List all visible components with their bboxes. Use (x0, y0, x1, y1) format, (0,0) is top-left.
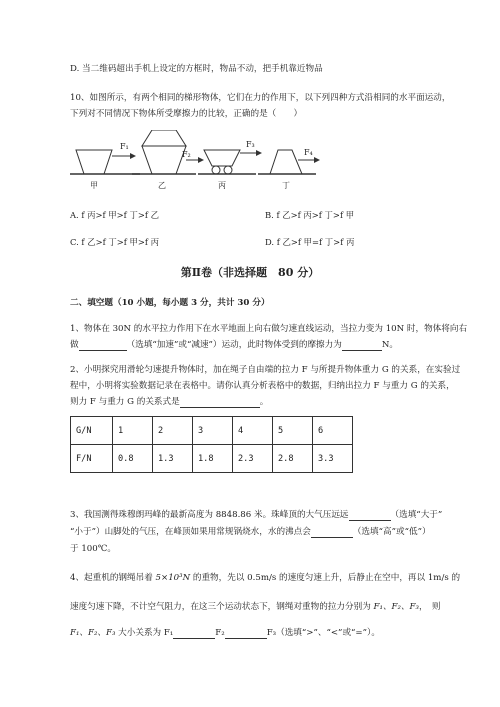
q2-line3 (70, 396, 268, 408)
trapezoid-bing (204, 150, 240, 166)
table-cell: 2 (153, 417, 193, 445)
force-label-f3: F₃ (246, 140, 255, 149)
trapezoid-ding (270, 150, 302, 174)
q2-data-table (70, 416, 353, 473)
q4-line3-c: F₃（选填“>”、“<”或“=”）。 (266, 628, 380, 638)
q1-line2 (70, 339, 398, 351)
q2-line3-text: 则力 F 与重力 G 的关系式是 (70, 397, 180, 407)
table-cell: 1.8 (193, 445, 233, 473)
figure-label-yi: 乙 (158, 181, 166, 190)
table-row (71, 445, 353, 473)
q3-line1-b: （选填“大于” (390, 510, 443, 520)
q10-stem-line2: 下列对不同情况下物体所受摩擦力的比较，正确的是（ ） (70, 109, 303, 119)
q10-stem-line1: 10、如图所示，有两个相同的梯形物体，它们在力的作用下，以下列四种方式沿相同的水平面运动， (70, 93, 451, 103)
q3-line1 (70, 509, 442, 521)
table-header-f: F/N (71, 445, 113, 473)
q3-line3: 于 100℃。 (70, 544, 116, 554)
q4-mass: 5×10³N (155, 573, 191, 583)
table-cell: 2.8 (273, 445, 313, 473)
table-cell: 1 (113, 417, 153, 445)
table-cell: 4 (233, 417, 273, 445)
q9-option-d: D. 当二维码超出手机上设定的方框时，物品不动，把手机靠近物品 (70, 64, 323, 74)
trapezoid-yi-top (142, 130, 186, 146)
figure-label-bing: 丙 (218, 181, 226, 190)
table-header-g: G/N (71, 417, 113, 445)
q4-blank-2[interactable] (225, 629, 267, 639)
table-cell: 2.3 (233, 445, 273, 473)
trapezoid-yi-bottom (142, 146, 186, 174)
section2-heading: 二、填空题（10 小题，每小题 3 分，共计 30 分） (70, 298, 270, 308)
q3-line2-b: （选填“高”或“低”） (352, 527, 431, 537)
q4-line3-b: F₂ (215, 628, 225, 638)
q10-option-b: B. f 乙>f 丙>f 丁>f 甲 (265, 210, 355, 220)
q10-option-d: D. f 乙>f 甲=f 丁>f 丙 (265, 237, 355, 247)
q4-line1-a: 4、起重机的钢绳吊着 (70, 573, 153, 583)
table-cell: 3.3 (313, 445, 353, 473)
q1-line2-c: N。 (381, 340, 398, 350)
q4-line3 (70, 627, 380, 639)
q2-line3-end: 。 (259, 397, 269, 407)
figure-label-ding: 丁 (282, 181, 290, 190)
q10-option-c: C. f 乙>f 丁>f 甲>f 丙 (70, 237, 160, 247)
q1-line1: 1、物体在 30N 的水平拉力作用下在水平地面上向右做匀速直线运动，当拉力变为 10N 时，物体将向右 (70, 324, 468, 334)
table-cell: 0.8 (113, 445, 153, 473)
q4-line1 (70, 572, 460, 584)
force-label-f1: F₁ (120, 142, 129, 151)
q3-blank-1[interactable] (349, 511, 391, 521)
q2-line1: 2、小明探究用滑轮匀速提升物体时，加在绳子自由端的拉力 F 与所提升物体重力 G 的关系，在实验过 (70, 365, 461, 375)
q4-line2-a: 速度匀速下降，不计空气阻力，在这三个运动状态下，钢绳对重物的拉力分别为 (70, 602, 371, 612)
q1-blank-1[interactable] (79, 341, 127, 351)
table-cell: 5 (273, 417, 313, 445)
q4-line3-forces: F₁、F₂、F₃ (70, 628, 116, 638)
q3-blank-2[interactable] (311, 528, 353, 538)
q4-blank-1[interactable] (173, 629, 215, 639)
force-label-f2: F₂ (182, 150, 191, 159)
table-cell: 6 (313, 417, 353, 445)
force-label-f4: F₄ (304, 148, 313, 157)
table-cell: 1.3 (153, 445, 193, 473)
table-row (71, 417, 353, 445)
figure-label-jia: 甲 (90, 181, 98, 190)
q4-line2-b: ， 则 (418, 602, 441, 612)
q4-line1-b: 的重物，先以 0.5m/s 的速度匀速上升，后静止在空中，再以 1m/s 的 (192, 573, 461, 583)
q4-line2-forces: F₁、F₂、F₃ (373, 602, 419, 612)
q1-line2-a: 做 (70, 340, 79, 350)
q1-line2-b: （选填“加速”或“减速”）运动，此时物体受到的摩擦力为 (126, 340, 342, 350)
q2-blank[interactable] (180, 398, 260, 408)
q3-line2-a: “小于”）山脚处的气压，在峰顶如果用常规锅烧水，水的沸点会 (70, 527, 311, 537)
q2-line2: 程中，小明将实验数据记录在表格中。请你认真分析表格中的数据，归纳出拉力 F 与重力 G 的关系， (70, 381, 455, 391)
q3-line2 (70, 526, 431, 538)
trapezoid-jia (76, 150, 112, 174)
q3-line1-a: 3、我国测得珠穆朗玛峰的最新高度为 8848.86 米。珠峰顶的大气压远远 (70, 510, 349, 520)
part2-title: 第Ⅱ卷（非选择题 80 分） (180, 266, 320, 279)
q1-blank-2[interactable] (342, 341, 382, 351)
q4-line3-a: 大小关系为 F₁ (118, 628, 174, 638)
table-cell: 3 (193, 417, 233, 445)
q10-figure (70, 130, 370, 194)
q10-option-a: A. f 丙>f 甲>f 丁>f 乙 (70, 210, 159, 220)
q4-line2 (70, 601, 440, 613)
